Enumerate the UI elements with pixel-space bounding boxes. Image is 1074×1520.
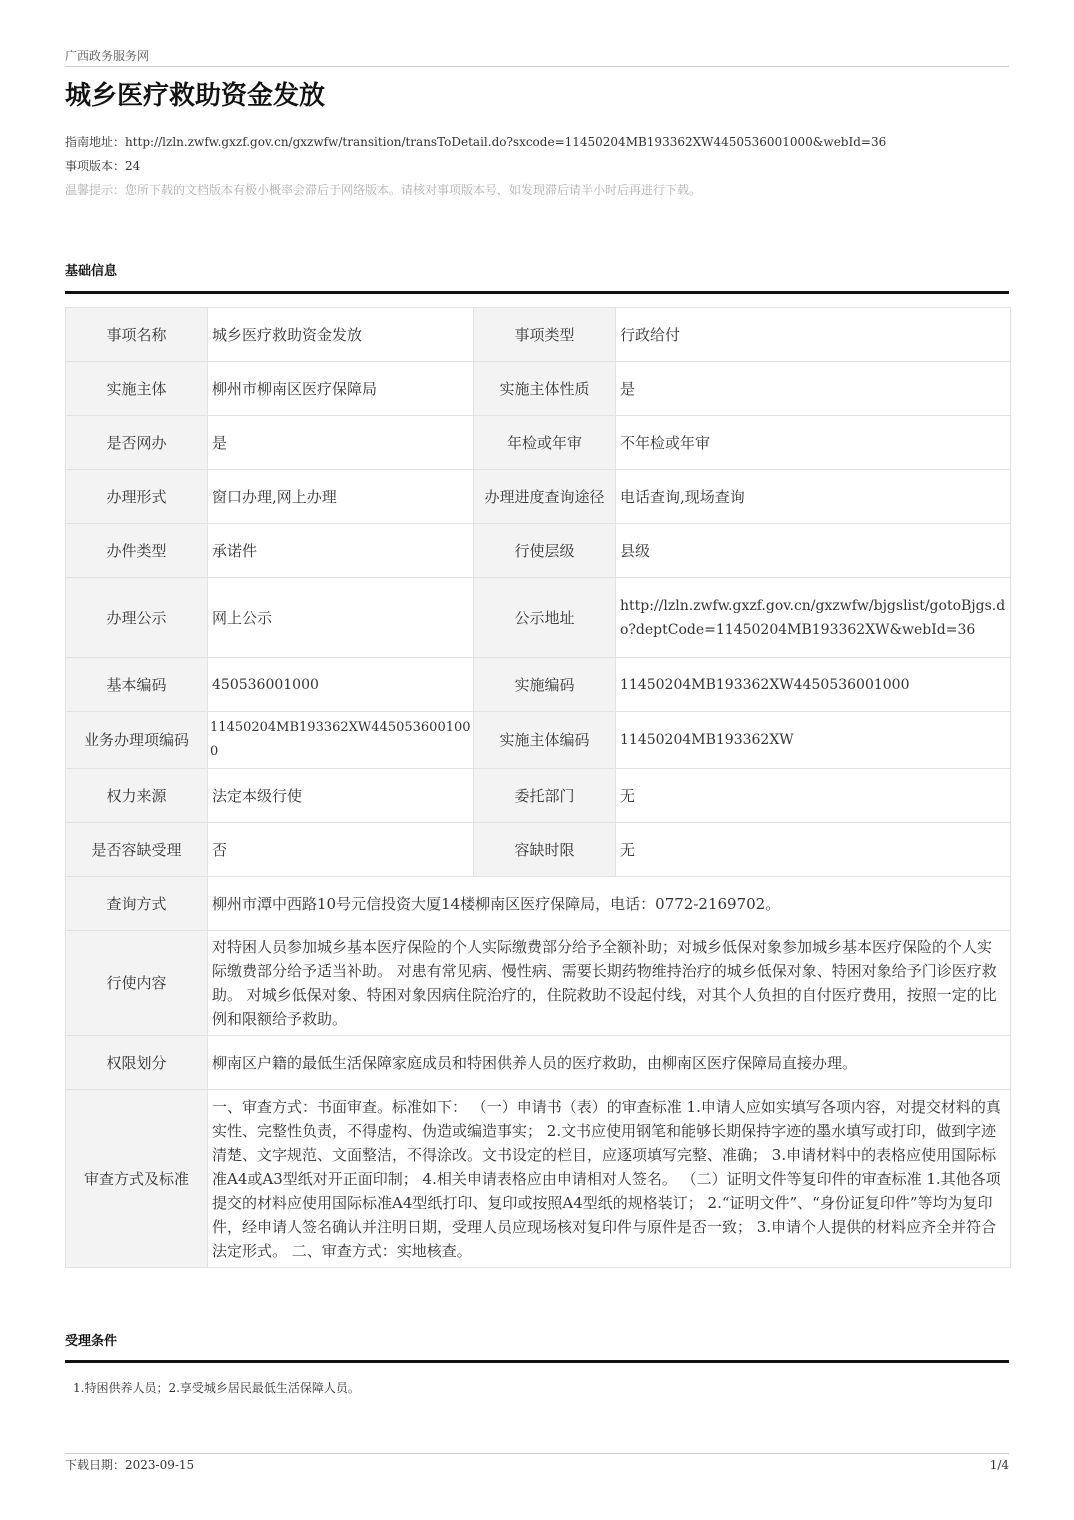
field-label: 实施主体	[66, 362, 208, 416]
field-label: 办件类型	[66, 524, 208, 578]
table-row	[66, 877, 1011, 931]
field-label: 行使内容	[66, 931, 208, 1036]
table-row	[66, 578, 1011, 658]
field-value: 柳州市潭中西路10号元信投资大厦14楼柳南区医疗保障局，电话：0772-2169702。	[208, 877, 1011, 931]
field-value: 行政给付	[616, 308, 1011, 362]
field-label: 委托部门	[474, 769, 616, 823]
field-value: 11450204MB193362XW4450536001000	[616, 658, 1011, 712]
field-value: 法定本级行使	[208, 769, 474, 823]
table-row	[66, 931, 1011, 1036]
page-footer	[65, 1453, 1009, 1475]
field-value: 450536001000	[208, 658, 474, 712]
field-label: 业务办理项编码	[66, 712, 208, 769]
field-value: 县级	[616, 524, 1011, 578]
site-name: 广西政务服务网	[65, 49, 150, 63]
field-value: 否	[208, 823, 474, 877]
table-row	[66, 1036, 1011, 1090]
public-address-link[interactable]: http://lzln.zwfw.gxzf.gov.cn/gxzwfw/bjgslist/gotoBjgs.do?deptCode=11450204MB193362XW&webId=36	[616, 578, 1011, 658]
field-label: 实施编码	[474, 658, 616, 712]
field-value: 无	[616, 823, 1011, 877]
field-label: 办理进度查询途径	[474, 470, 616, 524]
field-label: 审查方式及标准	[66, 1090, 208, 1268]
field-value: 对特困人员参加城乡基本医疗保险的个人实际缴费部分给予全额补助；对城乡低保对象参加城乡基本医疗保险的个人实际缴费部分给予适当补助。 对患有常见病、慢性病、需要长期药物维持治疗的城乡低保对象、特困对象给予门诊医疗救助。 对城乡低保对象、特困对象因病住院治疗的，住院救助不设起付线，对其个人负担的自付医疗费用，按照一定的比例和限额给予救助。	[208, 931, 1011, 1036]
table-row	[66, 658, 1011, 712]
field-label: 办理公示	[66, 578, 208, 658]
field-value: 城乡医疗救助资金发放	[208, 308, 474, 362]
field-label: 行使层级	[474, 524, 616, 578]
page-number: 1/4	[989, 1458, 1009, 1472]
basic-info-table	[65, 307, 1011, 1268]
field-value: 窗口办理,网上办理	[208, 470, 474, 524]
field-value: 承诺件	[208, 524, 474, 578]
field-value: 无	[616, 769, 1011, 823]
field-label: 公示地址	[474, 578, 616, 658]
field-label: 实施主体编码	[474, 712, 616, 769]
field-label: 是否网办	[66, 416, 208, 470]
field-value: 不年检或年审	[616, 416, 1011, 470]
guide-url: 指南地址：http://lzln.zwfw.gxzf.gov.cn/gxzwfw/transition/transToDetail.do?sxcode=11450204MB193362XW4450536001000&webId=36	[65, 135, 887, 149]
field-label: 办理形式	[66, 470, 208, 524]
field-value: 是	[616, 362, 1011, 416]
section-title-basic-info: 基础信息	[65, 263, 1009, 294]
field-label: 容缺时限	[474, 823, 616, 877]
field-value: 一、审查方式：书面审查。标准如下： （一）申请书（表）的审查标准 1.申请人应如实填写各项内容，对提交材料的真实性、完整性负责，不得虚构、伪造或编造事实； 2.文书应使用钢笔和能够长期保持字迹的墨水填写或打印，做到字迹清楚、文字规范、文面整洁，不得涂改。文书设定的栏目，应逐项填写完整、准确； 3.申请材料中的表格应使用国际标准A4或A3型纸对开正面印制； 4.相关申请表格应由申请相对人签名。 （二）证明文件等复印件的审查标准 1.其他各项提交的材料应使用国际标准A4型纸打印、复印或按照A4型纸的规格装订； 2.“证明文件”、“身份证复印件”等均为复印件，经申请人签名确认并注明日期，受理人员应现场核对复印件与原件是否一致； 3.申请个人提供的材料应齐全并符合法定形式。 二、审查方式：实地核查。	[208, 1090, 1011, 1268]
field-label: 权力来源	[66, 769, 208, 823]
table-row	[66, 470, 1011, 524]
field-value: 柳州市柳南区医疗保障局	[208, 362, 474, 416]
table-row	[66, 308, 1011, 362]
table-row	[66, 823, 1011, 877]
field-label: 是否容缺受理	[66, 823, 208, 877]
table-row	[66, 1090, 1011, 1268]
field-label: 年检或年审	[474, 416, 616, 470]
field-value: 柳南区户籍的最低生活保障家庭成员和特困供养人员的医疗救助，由柳南区医疗保障局直接办理。	[208, 1036, 1011, 1090]
field-label: 事项类型	[474, 308, 616, 362]
version-line: 事项版本：24	[65, 159, 141, 173]
field-label: 基本编码	[66, 658, 208, 712]
field-label: 事项名称	[66, 308, 208, 362]
table-row	[66, 769, 1011, 823]
table-row	[66, 416, 1011, 470]
field-label: 查询方式	[66, 877, 208, 931]
hint-line: 温馨提示：您所下载的文档版本有极小概率会滞后于网络版本。请核对事项版本号，如发现滞后请半小时后再进行下载。	[65, 183, 702, 197]
field-value: 11450204MB193362XW4450536001000	[208, 712, 474, 769]
field-value: 网上公示	[208, 578, 474, 658]
table-row	[66, 524, 1011, 578]
field-label: 权限划分	[66, 1036, 208, 1090]
field-value: 电话查询,现场查询	[616, 470, 1011, 524]
download-date: 下载日期：2023-09-15	[65, 1458, 195, 1472]
section-title-acceptance: 受理条件	[65, 1333, 1009, 1363]
field-value: 11450204MB193362XW	[616, 712, 1011, 769]
table-row	[66, 362, 1011, 416]
acceptance-conditions: 1.特困供养人员；2.享受城乡居民最低生活保障人员。	[73, 1381, 360, 1395]
table-row	[66, 712, 1011, 769]
field-label: 实施主体性质	[474, 362, 616, 416]
page-title: 城乡医疗救助资金发放	[65, 81, 326, 111]
site-header	[65, 48, 1009, 67]
field-value: 是	[208, 416, 474, 470]
